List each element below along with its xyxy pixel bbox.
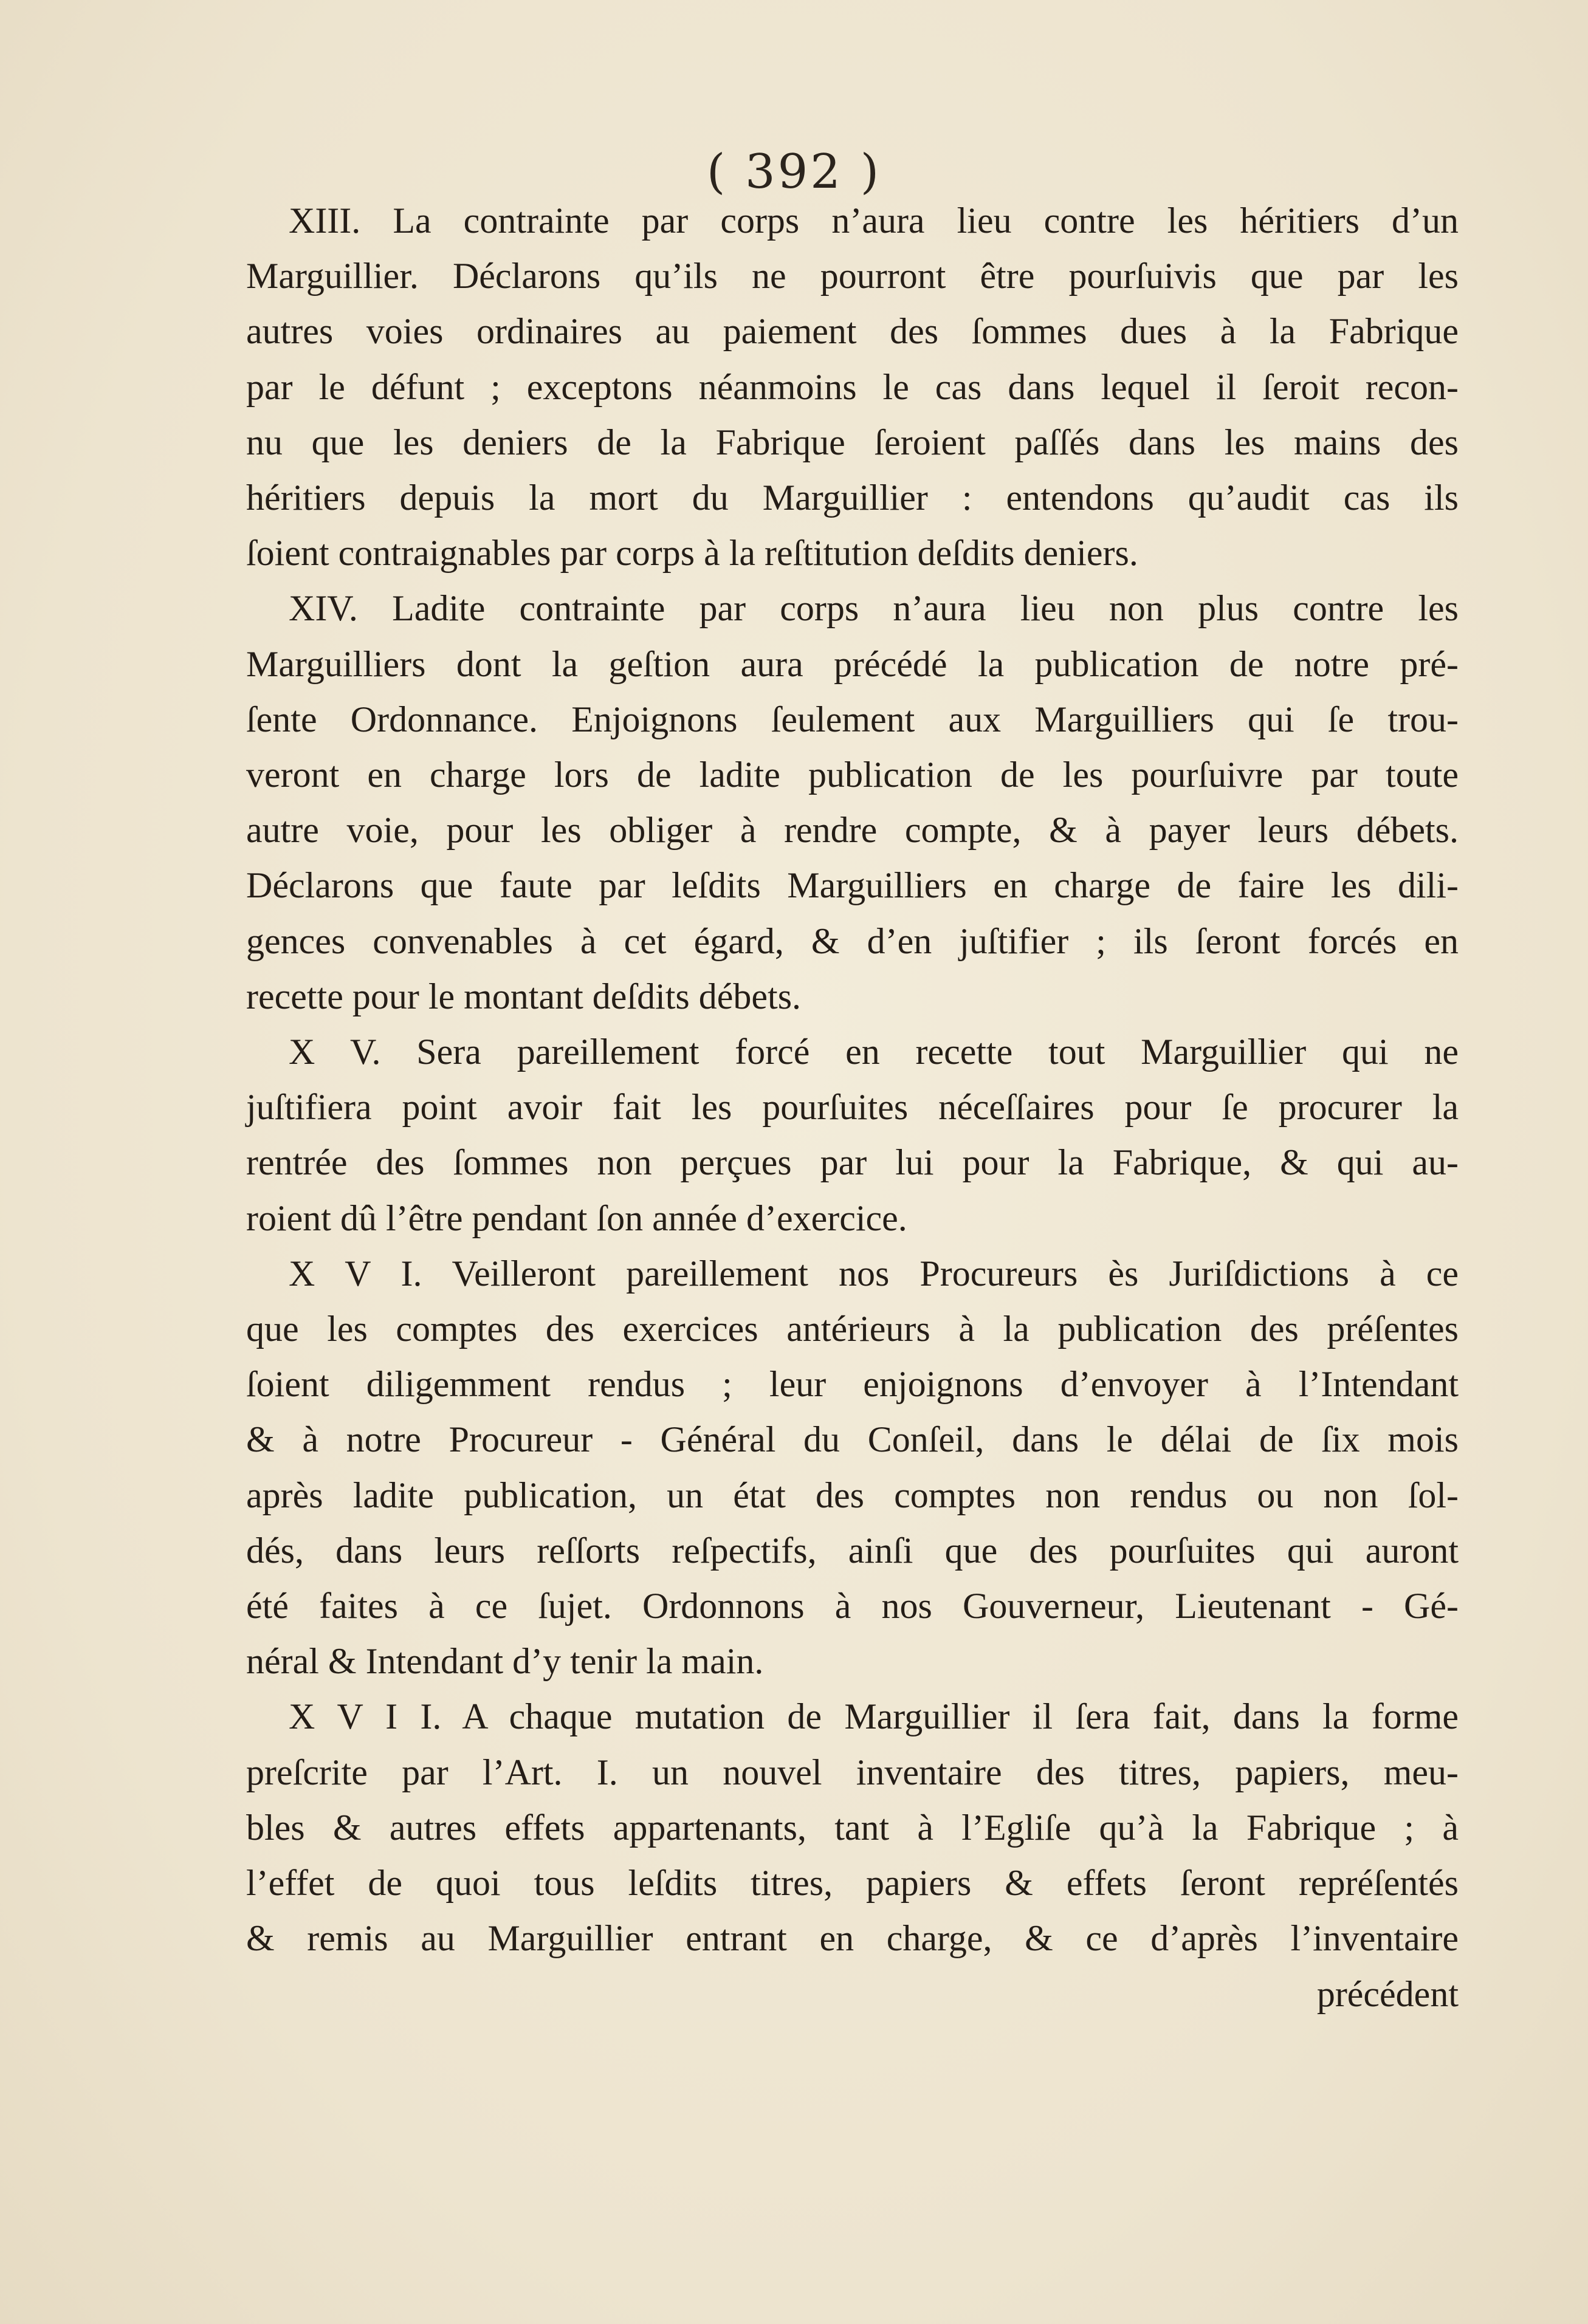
article-xv [246, 1024, 1459, 1246]
text-line: autre voie, pour les obliger à rendre compte, & à payer leurs débets. [246, 810, 1459, 851]
text-line: néral & Intendant d’y tenir la main. [246, 1641, 764, 1682]
body-text [246, 193, 1459, 2022]
text-line: X V I I. A chaque mutation de Marguillier il ſera fait, dans la forme [289, 1696, 1459, 1737]
text-line: X V I. Veilleront pareillement nos Procureurs ès Juriſdictions à ce [289, 1253, 1459, 1294]
text-line: après ladite publication, un état des comptes non rendus ou non ſol- [246, 1475, 1459, 1515]
text-line: XIV. Ladite contrainte par corps n’aura lieu non plus contre les [289, 588, 1459, 629]
text-line: X V. Sera pareillement forcé en recette tout Marguillier qui ne [289, 1032, 1459, 1072]
text-line: & à notre Procureur - Général du Conſeil, dans le délai de ſix mois [246, 1419, 1459, 1460]
text-line: ſoient contraignables par corps à la reſtitution deſdits deniers. [246, 533, 1138, 574]
text-line: ſente Ordonnance. Enjoignons ſeulement aux Marguilliers qui ſe trou- [246, 699, 1459, 739]
text-line: héritiers depuis la mort du Marguillier : entendons qu’audit cas ils [246, 478, 1459, 518]
text-line: été faites à ce ſujet. Ordonnons à nos Gouverneur, Lieutenant - Gé- [246, 1586, 1459, 1626]
text-line: Marguillier. Déclarons qu’ils ne pourront être pourſuivis que par les [246, 256, 1459, 296]
text-line: XIII. La contrainte par corps n’aura lieu contre les héritiers d’un [289, 201, 1459, 241]
text-line: roient dû l’être pendant ſon année d’exercice. [246, 1198, 907, 1238]
text-line: ſoient diligemment rendus ; leur enjoignons d’envoyer à l’Intendant [246, 1364, 1459, 1405]
text-line: nu que les deniers de la Fabrique ſeroient paſſés dans les mains des [246, 422, 1459, 462]
text-line: veront en charge lors de ladite publication de les pourſuivre par toute [246, 755, 1459, 795]
text-line: & remis au Marguillier entrant en charge, & ce d’après l’inventaire [246, 1918, 1459, 1959]
text-line: Déclarons que faute par leſdits Marguilliers en charge de faire les dili- [246, 865, 1459, 906]
text-line: dés, dans leurs reſſorts reſpectifs, ainſi que des pourſuites qui auront [246, 1530, 1459, 1571]
text-line: Marguilliers dont la geſtion aura précédé la publication de notre pré- [246, 643, 1459, 684]
text-line: que les comptes des exercices antérieurs à la publication des préſentes [246, 1309, 1459, 1349]
text-line: l’effet de quoi tous leſdits titres, papiers & effets ſeront repréſentés [246, 1863, 1459, 1904]
text-line: bles & autres effets appartenants, tant à l’Egliſe qu’à la Fabrique ; à [246, 1807, 1459, 1848]
text-line: juſtifiera point avoir fait les pourſuites néceſſaires pour ſe procurer la [246, 1087, 1459, 1128]
article-xiii [246, 193, 1459, 581]
text-line: par le défunt ; exceptons néanmoins le cas dans lequel il ſeroit recon- [246, 366, 1459, 407]
text-line: recette pour le montant deſdits débets. [246, 976, 802, 1016]
text-line: rentrée des ſommes non perçues par lui pour la Fabrique, & qui au- [246, 1142, 1459, 1183]
text-line: gences convenables à cet égard, & d’en juſtifier ; ils ſeront forcés en [246, 920, 1459, 961]
page-number: ( 392 ) [706, 145, 882, 199]
catchword: précédent [1316, 1973, 1459, 2014]
article-xvi [246, 1246, 1459, 1690]
text-line: preſcrite par l’Art. I. un nouvel inventaire des titres, papiers, meu- [246, 1752, 1459, 1792]
article-xvii [246, 1689, 1459, 1966]
text-line: autres voies ordinaires au paiement des ſommes dues à la Fabrique [246, 311, 1459, 352]
article-xiv [246, 581, 1459, 1024]
